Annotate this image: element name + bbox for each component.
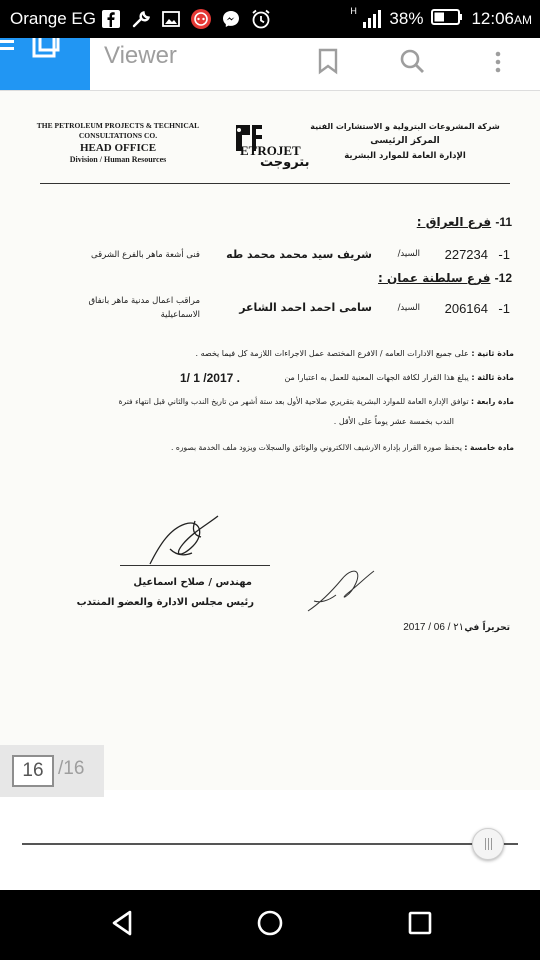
section-12-number: 12-: [494, 271, 512, 285]
article-3: [284, 373, 514, 382]
menu-icon[interactable]: [0, 38, 16, 58]
row1-code: 227234: [444, 247, 488, 262]
second-signature: [300, 561, 380, 621]
bookmark-button[interactable]: [306, 38, 350, 90]
facebook-icon: [100, 8, 122, 30]
page-slider-track[interactable]: [22, 843, 518, 845]
signal-icon: [350, 6, 381, 28]
status-bar: [0, 0, 540, 38]
recents-button[interactable]: [380, 890, 460, 960]
search-button[interactable]: [390, 38, 434, 90]
clock-time: 12:06: [471, 9, 514, 28]
dated-date: 2017 / 06 / ٢١: [403, 622, 464, 633]
battery-percent: 38%: [389, 9, 424, 28]
article-4-label: مادة رابعة :: [471, 397, 514, 406]
navigation-bar: [0, 890, 540, 960]
home-circle-icon[interactable]: [256, 909, 284, 941]
article-3-date: 1/ 1 /2017 .: [179, 371, 240, 385]
back-button[interactable]: [82, 890, 162, 960]
row1-index: 1-: [498, 247, 510, 262]
header-english: [18, 121, 218, 165]
row1-job: فنى أشعة ماهر بالفرع الشرقى: [91, 250, 200, 260]
back-triangle-icon[interactable]: [108, 909, 136, 941]
row2-job-line2: الاسماعيلية: [160, 310, 200, 320]
section-12-heading: [378, 271, 512, 285]
page-slider-bar: [0, 797, 540, 890]
clock: [471, 9, 532, 29]
header-ar-line1: شركة المشروعات البترولية و الاستشارات الفنية: [310, 122, 500, 131]
bookmark-icon[interactable]: [316, 48, 340, 80]
article-3-label: مادة ثالثة :: [471, 373, 514, 382]
total-pages-label: /16: [58, 758, 85, 779]
search-icon[interactable]: [398, 48, 426, 80]
section-11-heading: [417, 215, 512, 229]
header-en-line4: Division / Human Resources: [69, 155, 167, 164]
document-page[interactable]: [0, 90, 540, 790]
recents-square-icon[interactable]: [407, 910, 433, 940]
row2-prefix: السيد/: [397, 303, 420, 313]
article-5-label: مادة خامسة :: [464, 443, 514, 452]
signatory-role: رئيس مجلس الادارة والعضو المنتدب: [76, 597, 254, 608]
header-ar-line2: المركز الرئيسى: [370, 136, 440, 146]
row1-name: شريف سيد محمد محمد طه: [226, 248, 372, 261]
row1-prefix: السيد/: [397, 249, 420, 259]
messenger-icon: [220, 8, 242, 30]
network-type-label: H: [350, 6, 357, 16]
header-en-line1: THE PETROLEUM PROJECTS & TECHNICAL: [36, 121, 200, 130]
header-en-line3: HEAD OFFICE: [79, 142, 157, 154]
row2-name: سامى احمد احمد الشاعر: [239, 301, 372, 314]
article-2-text: على جميع الادارات العامه / الافرع المختصة عمل الاجراءات اللازمة كل فيما يخصه .: [195, 349, 469, 358]
signatory-title: مهندس / صلاح اسماعيل: [133, 577, 252, 588]
article-4-text2: الندب بخمسة عشر يوماً على الأقل .: [333, 417, 454, 426]
article-4: [119, 397, 514, 406]
logo-text-ar: بتروجت: [260, 155, 310, 170]
row2-index: 1-: [498, 301, 510, 316]
notification-icons: [100, 6, 272, 32]
dated-label: تحريراً في: [464, 623, 510, 633]
page-slider-thumb[interactable]: [472, 828, 504, 860]
chairman-signature: [140, 509, 230, 579]
image-icon: [160, 8, 182, 30]
app-icon: [190, 8, 212, 30]
section-12-title: فرع سلطنة عمان :: [378, 271, 491, 285]
header-en-line2: CONSULTATIONS CO.: [78, 131, 158, 140]
signature-line: [120, 565, 270, 566]
article-3-text: يبلغ هذا القرار لكافة الجهات المعنية للعمل به اعتبارا من: [284, 373, 469, 382]
header-arabic: [310, 121, 500, 163]
app-toolbar: [0, 38, 540, 90]
logo-text-en: ETROJET: [240, 143, 301, 158]
clock-ampm: AM: [514, 13, 532, 27]
home-button[interactable]: [230, 890, 310, 960]
section-11-title: فرع العراق :: [416, 215, 492, 229]
article-4-text: توافق الإدارة العامة للموارد البشرية بتقريري صلاحية الأول بعد ستة أشهر من تاريخ الندب والثاني قبل انتهاء فترة: [118, 397, 469, 406]
wrench-icon: [130, 8, 152, 30]
article-2: [196, 349, 514, 358]
alarm-icon: [250, 8, 272, 30]
row2-code: 206164: [444, 301, 488, 316]
more-vert-icon[interactable]: [494, 51, 502, 77]
more-options-button[interactable]: [476, 38, 520, 90]
page-counter: [0, 745, 104, 797]
article-5: [171, 443, 514, 452]
article-5-text: يحفظ صورة القرار بإدارة الارشيف الالكتروني والوثائق والسجلات ويزود ملف الخدمة بصوره .: [171, 443, 462, 452]
header-ar-line3: الإدارة العامة للموارد البشرية: [344, 151, 466, 161]
status-right: [350, 6, 532, 30]
carrier-label: Orange EG: [10, 9, 96, 28]
row2-job-line1: مراقب اعمال مدنية ماهر بانفاق: [88, 296, 200, 306]
pages-icon[interactable]: [28, 38, 64, 64]
thumbnails-button[interactable]: [0, 38, 90, 90]
app-title: Viewer: [104, 42, 177, 69]
article-2-label: مادة ثانية :: [471, 349, 514, 358]
document-viewer[interactable]: [0, 90, 540, 790]
battery-icon: [431, 8, 463, 31]
current-page-field[interactable]: 16: [12, 755, 54, 787]
section-11-number: 11-: [495, 215, 512, 229]
header-divider: [40, 183, 510, 184]
petrojet-logo: [232, 121, 322, 171]
